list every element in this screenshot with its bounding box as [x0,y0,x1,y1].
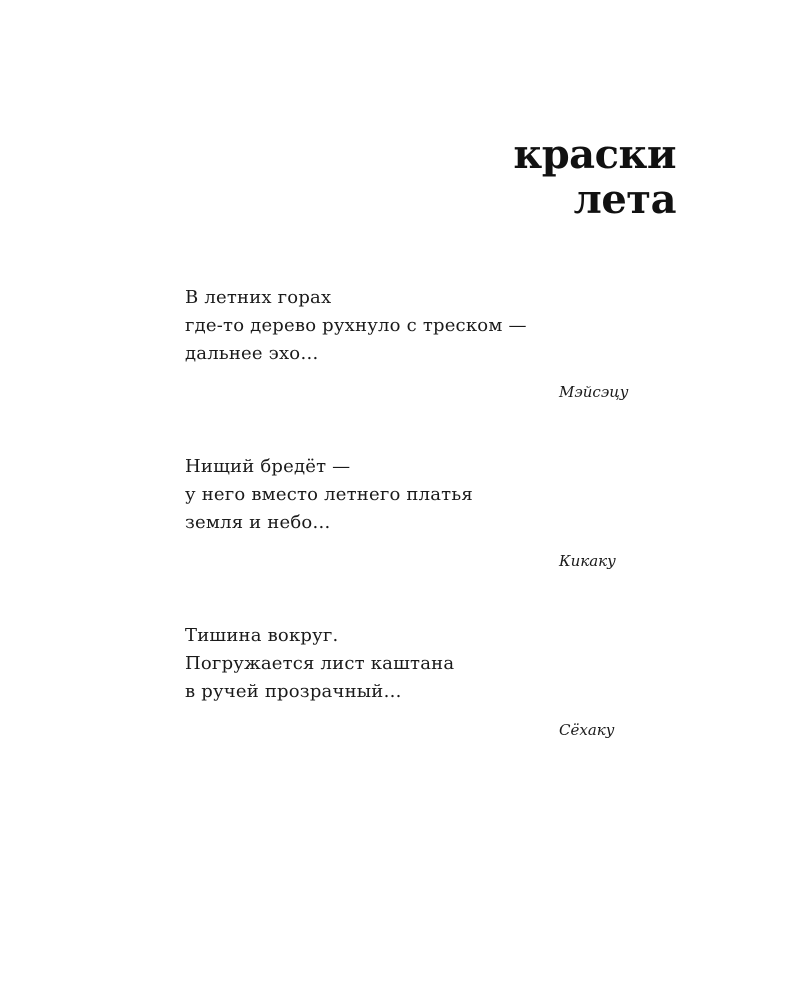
title-line-2: лета [573,176,676,223]
haiku-line: в ручей прозрачный… [185,681,402,702]
haiku-line: Тишина вокруг. [185,625,339,646]
haiku-author: Мэйсэцу [559,383,629,401]
haiku-line: В летних горах [185,287,332,308]
haiku-line: Нищий бредёт — [185,456,351,477]
title-line-1: краски [513,131,676,178]
haiku-author: Сёхаку [559,721,615,739]
haiku-line: у него вместо летнего платья [185,484,473,505]
haiku-1 [185,284,635,402]
haiku-line: земля и небо… [185,512,331,533]
page-title [513,132,676,222]
haiku-3 [185,622,635,740]
haiku-author: Кикаку [559,552,616,570]
haiku-line: где-то дерево рухнуло с треском — [185,315,527,336]
haiku-line: Погружается лист каштана [185,653,455,674]
haiku-line: дальнее эхо… [185,343,319,364]
haiku-2 [185,453,635,571]
